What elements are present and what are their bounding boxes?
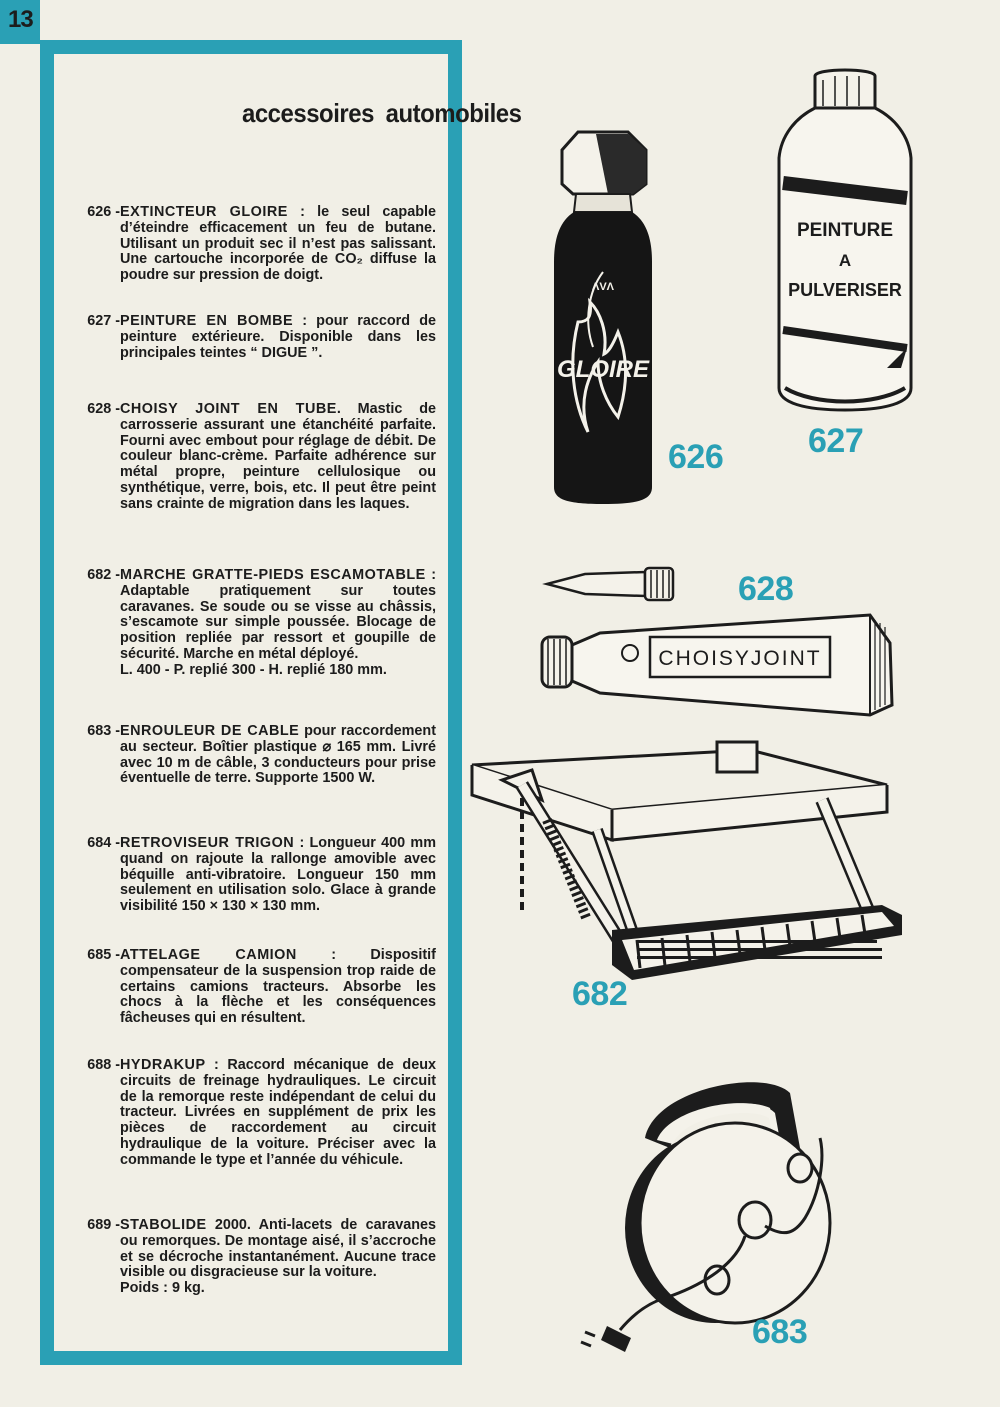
product-description: : Raccord mécanique de deux circuits de freinage hydrauliques. Le circuit de la remorque reste indépendant de celui du tracteur. Livrées en supplément de prix les pièces de raccordement au circuit hydraulique de la voiture. Préciser avec la commande le type et l’année du véhicule. (120, 1057, 436, 1168)
product-description: 2000. Anti-lacets de caravanes ou remorques. De montage aisé, il s’accroche et se décroche instantanément. Aucune trace visible ou disgracieuse sur la voiture. (120, 1217, 436, 1281)
can-label-line3: PULVERISER (788, 280, 902, 300)
extinguisher-illustration (548, 132, 658, 507)
product-name: MARCHE GRATTE-PIEDS ESCAMOTABLE (120, 567, 426, 583)
product-description: : le seul capable d’éteindre efficacement un feu de butane. Utilisant un produit sec il n’est pas salissant. Une cartouche incorporée de CO₂ diffuse la poudre sur pression de doigt. (120, 204, 436, 284)
product-description: pour raccordement au secteur. Boîtier plastique ⌀ 165 mm. Livré avec 10 m de câble, 3 conducteurs pour prise éventuelle de terre. Supporte 1500 W. (120, 723, 436, 787)
product-name: HYDRAKUP (120, 1057, 206, 1073)
product-name: ENROULEUR DE CABLE (120, 723, 300, 739)
product-item-683 (70, 724, 436, 787)
product-code: 682 - (87, 567, 120, 583)
can-label-line1: PEINTURE (796, 220, 894, 241)
product-dimensions: L. 400 - P. replié 300 - H. replié 180 mm. (120, 661, 387, 678)
frame-border-left (40, 40, 54, 1365)
product-item-626 (70, 205, 436, 284)
product-name: RETROVISEUR TRIGON (120, 835, 295, 851)
product-item-688 (70, 1058, 436, 1169)
tube-label: CHOISYJOINT (658, 647, 822, 670)
product-description: : Dispositif compensateur de la suspension trop raide de certains camions tracteurs. Absorbe les chocs à la flèche et les conséquences fâcheuses qui en résultent. (120, 947, 436, 1027)
product-description: : Longueur 400 mm quand on rajoute la rallonge amovible avec béquille anti-vibratoire. Longueur 150 mm seulement en utilisation solo. Glace à grande visibilité 150 × 130 × 130 mm. (120, 835, 437, 915)
product-code: 626 - (87, 204, 120, 220)
product-name: STABOLIDE (120, 1217, 207, 1233)
frame-border-right (448, 40, 462, 1365)
extinguisher-label: GLOIRE (556, 356, 650, 383)
page-number: 13 (8, 6, 33, 33)
product-description: . Mastic de carrosserie assurant une étanchéité parfaite. Fourni avec embout pour réglage de débit. De couleur blanc-crème. Parfaite adhérence sur métal propre, peinture cellulosique ou synthétique, verre, bois, etc. Il peut être peint sans crainte de migration dans les laques. (120, 401, 437, 512)
label-627: 627 (808, 422, 864, 460)
label-683: 683 (752, 1313, 808, 1351)
label-626: 626 (668, 438, 724, 476)
product-description: : pour raccord de peinture extérieure. Disponible dans les principales teintes “ DIGUE ”. (120, 313, 436, 361)
product-item-684 (70, 836, 436, 915)
product-code: 689 - (87, 1217, 120, 1233)
frame-border-bottom (40, 1351, 462, 1365)
product-name: ATTELAGE CAMION (120, 947, 297, 963)
folding-step-illustration (462, 740, 902, 990)
label-628: 628 (738, 570, 794, 608)
product-code: 628 - (87, 401, 120, 417)
product-name: CHOISY JOINT EN TUBE (120, 401, 337, 417)
product-item-627 (70, 314, 436, 361)
label-682: 682 (572, 975, 628, 1013)
frame-border-top (40, 40, 462, 54)
product-item-685 (70, 948, 436, 1027)
tube-illustration (540, 605, 895, 720)
product-weight: Poids : 9 kg. (120, 1280, 205, 1297)
product-code: 688 - (87, 1057, 120, 1073)
svg-text:ΛVΛ: ΛVΛ (591, 281, 615, 293)
spray-can-illustration (775, 68, 915, 413)
product-code: 684 - (87, 835, 120, 851)
product-code: 627 - (87, 313, 120, 329)
can-label-line2: A (838, 251, 852, 270)
product-item-628 (70, 402, 436, 513)
cable-reel-illustration (585, 1068, 875, 1368)
product-name: EXTINCTEUR GLOIRE (120, 204, 288, 220)
product-item-689 (70, 1218, 436, 1297)
product-item-682 (70, 568, 436, 679)
nozzle-illustration (545, 566, 685, 602)
product-code: 685 - (87, 947, 120, 963)
product-name: PEINTURE EN BOMBE (120, 313, 294, 329)
product-description: : Adaptable pratiquement sur toutes caravanes. Se soude ou se visse au châssis, s’escamote sur simple poussée. Blocage de position repliée par ressort et goupille de sécurité. Marche en métal déployé. (120, 567, 436, 662)
section-title: accessoires automobiles (242, 98, 522, 128)
product-code: 683 - (87, 723, 120, 739)
